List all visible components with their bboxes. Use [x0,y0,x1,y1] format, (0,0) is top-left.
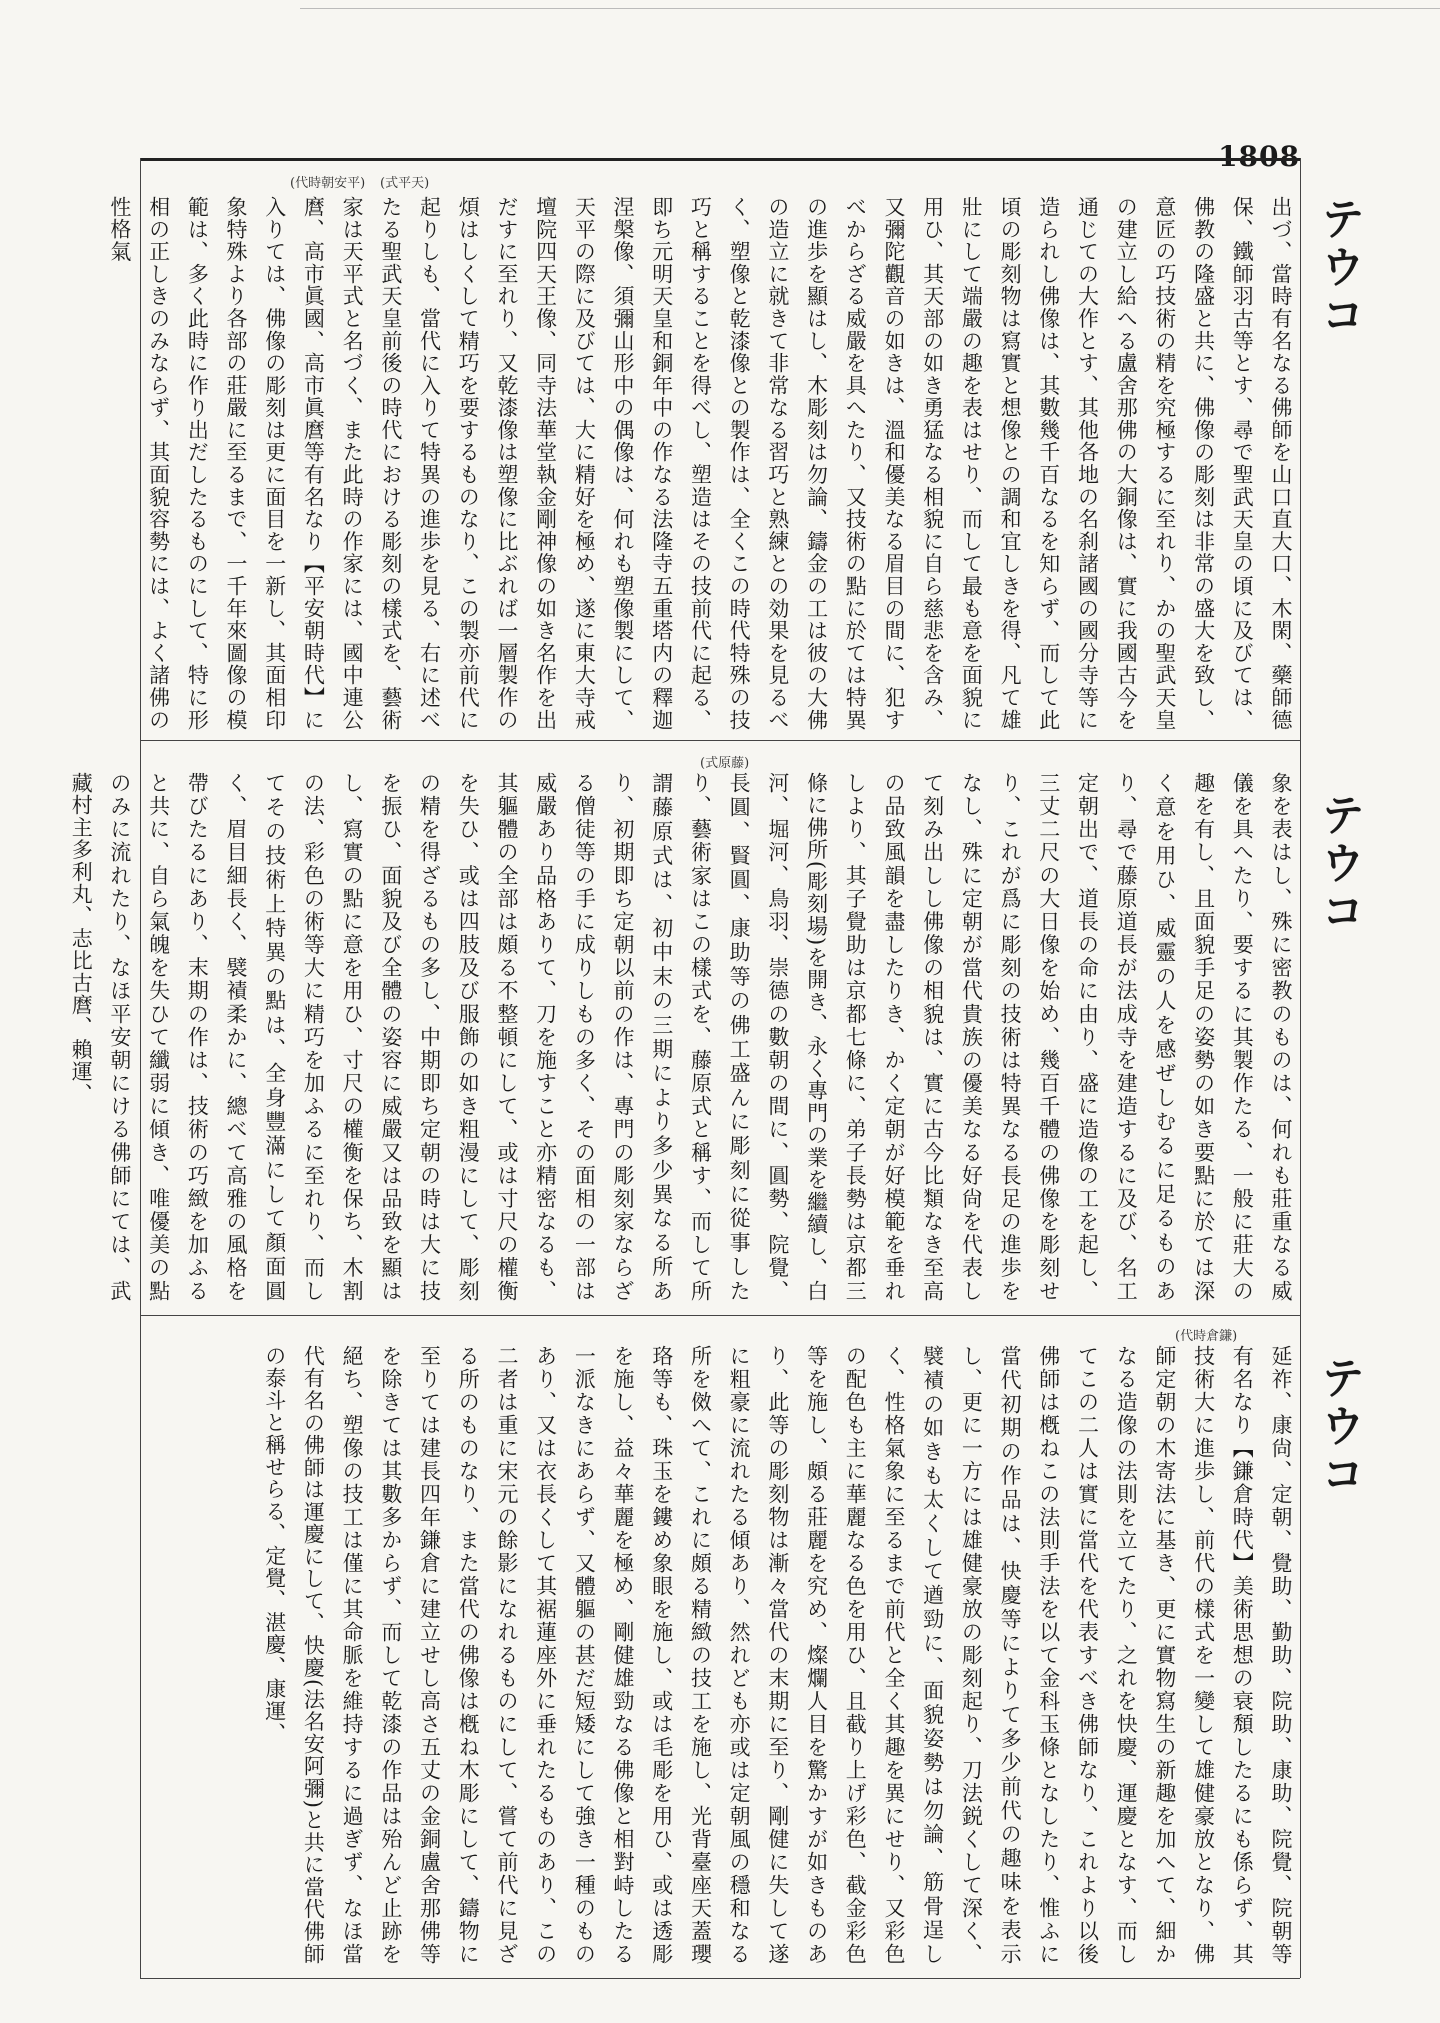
section-1 [107,196,1364,731]
section-3 [140,1345,1364,1965]
bottom-border [140,1978,1300,1979]
section-heading: テウコ [1313,196,1364,340]
section-heading: テウコ [1313,1355,1364,1499]
caption-heian: (代時朝安平) [290,176,366,191]
header-rule [140,158,1300,161]
right-border [1300,158,1301,1978]
section-divider-2 [140,1315,1300,1316]
section-2 [69,772,1364,1302]
caption-kamakura: (代時倉鎌) [1175,1329,1238,1344]
caption-fujiwara: (式原藤) [700,756,750,771]
section-divider-1 [140,740,1300,741]
body-text: 出づ、當時有名なる佛師を山口直大口、木閑、藥師德保、鐵師羽古等とす、尋で聖武天皇の頃に及びては、佛教の隆盛と共に、佛像の彫刻は非常の盛大を致し、意匠の巧技術の精を究極するに至れり、かの聖武天皇の建立し給へる盧舍那佛の大銅像は、實に我國古今を通じての大作とす、其他各地の名刹諸國の國分寺等に造られし佛像は、其數幾千百なるを知らず、而して此頃の彫刻物は寫實と想像との調和宜しきを得、凡て雄壯にして端嚴の趣を表はせり、而して最も意を面貌に用ひ、其天部の如き勇猛なる相貌に自ら慈悲を含み、又彌陀觀音の如きは、溫和優美なる眉目の間に、犯すべからざる威嚴を具へたり、又技術の點に於ては特異の進歩を顯はし、木彫刻は勿論、鑄金の工は彼の大佛の造立に就きて非常なる習巧と熟練との効果を見るべく、塑像と乾漆像との製作は、全くこの時代特殊の技巧と稱することを得べし、塑造はその技前代に起る、即ち元明天皇和銅年中の作なる法隆寺五重塔内の釋迦涅槃像、須彌山形中の偶像は、何れも塑像製にして、天平の際に及びては、大に精好を極め、遂に東大寺戒壇院四天王像、同寺法華堂執金剛神像の如き名作を出だすに至れり、又乾漆像は塑像に比ぶれば一層製作の煩はしくして精巧を要するものなり、この製亦前代に起りしも、當代に入りて特異の進歩を見る、右に述べたる聖武天皇前後の時代における彫刻の樣式を、藝術家は天平式と名づく、また此時の作家には、國中連公麿、高市眞國、高市眞麿等有名なり【平安朝時代】に入りては、佛像の彫刻は更に面目を一新し、其面相印象特殊より各部の莊嚴に至るまで、一千年來圖像の模範は、多く此時に作り出だしたるものにして、特に形相の正しきのみならず、其面貌容勢には、よく諸佛の性格氣 [107,196,1293,731]
body-text: 象を表はし、殊に密教のものは、何れも莊重なる威儀を具へたり、要するに其製作たる、一般に莊大の趣を有し、且面貌手足の姿勢の如き要點に於ては深く意を用ひ、威靈の人を感ぜしむるに足るものあり、尋で藤原道長が法成寺を建造するに及び、名工定朝出で、道長の命に由り、盛に造像の工を起し、三丈二尺の大日像を始め、幾百千體の佛像を彫刻せり、これが爲に彫刻の技術は特異なる長足の進歩をなし、殊に定朝が當代貴族の優美なる好尙を代表して刻み出しし佛像の相貌は、實に古今比類なき至高の品致風韻を盡したりき、かく定朝が好模範を垂れしより、其子覺助は京都七條に、弟子長勢は京都三條に佛所(彫刻場)を開き、永く專門の業を繼續し、白河、堀河、鳥羽、崇德の數朝の間に、圓勢、院覺、長圓、賢圓、康助等の佛工盛んに彫刻に從事したり、藝術家はこの樣式を、藤原式と稱す、而して所謂藤原式は、初中末の三期により多少異なる所あり、初期即ち定朝以前の作は、專門の彫刻家ならざる僧徒等の手に成りしもの多く、その面相の一部は威嚴あり品格ありて、刀を施すこと亦精密なるも、其軀體の全部は頗る不整頓にして、或は寸尺の權衡を失ひ、或は四肢及び服飾の如き粗漫にして、彫刻の精を得ざるもの多し、中期即ち定朝の時は大に技を振ひ、面貌及び全體の姿容に威嚴又は品致を顯はし、寫實の點に意を用ひ、寸尺の權衡を保ち、木割の法、彩色の術等大に精巧を加ふるに至れり、而してその技術上特異の點は、全身豐滿にして顏面圓く、眉目細長く、襞襀柔かに、總べて高雅の風格を帶びたるにあり、末期の作は、技術の巧緻を加ふると共に、自ら氣魄を失ひて纖弱に傾き、唯優美の點のみに流れたり、なほ平安朝にける佛師にては、武藏村主多利丸、志比古麿、賴運、 [69,772,1293,1302]
caption-tenpyo: (式平天) [380,176,430,191]
body-text: 延祚、康尙、定朝、覺助、勤助、院助、康助、院覺、院朝等有名なり【鎌倉時代】美術思想の衰頽したるにも係らず、其技術大に進歩し、前代の樣式を一變して雄健豪放となり、佛師定朝の木寄法に基き、更に實物寫生の新趣を加へて、細かなる造像の法則を立てたり、之れを快慶、運慶となす、而してこの二人は實に當代を代表すべき佛師なり、これより以後佛師は槪ねこの法則手法を以て金科玉條となしたり、惟ふに當代初期の作品は、快慶等によりて多少前代の趣味を表示し、更に一方には雄健豪放の彫刻起り、刀法鋭くして深く、襞襀の如きも太くして遒勁に、面貌姿勢は勿論、筋骨逞しく、性格氣象に至るまで前代と全く其趣を異にせり、又彩色の配色も主に華麗なる色を用ひ、且截り上げ彩色、截金彩色等を施し、頗る莊麗を究め、燦爛人目を驚かすが如きものあり、此等の彫刻物は漸々當代の末期に至り、剛健に失して遂に粗豪に流れたる傾あり、然れども亦或は定朝風の穩和なる所を傚へて、これに頗る精緻の技工を施し、光背臺座天蓋瓔珞等も、珠玉を鏤め象眼を施し、或は毛彫を用ひ、或は透彫を施し、益々華麗を極め、剛健雄勁なる佛像と相對峙したる一派なきにあらず、又體軀の甚だ短矮にして強き一種のものあり、又は衣長くして其裾蓮座外に垂れたるものあり、この二者は重に宋元の餘影になれるものにして、嘗て前代に見ざる所のものなり、また當代の佛像は槪ね木彫にして、鑄物に至りては建長四年鎌倉に建立せし高さ五丈の金銅盧舍那佛等を除きては其數多からず、而して乾漆の作品は殆んど止跡を絕ち、塑像の技工は僅に其命脈を維持するに過ぎず、なほ當代有名の佛師は運慶にして、快慶(法名安阿彌)と共に當代佛師の泰斗と稱せらる、定覺、湛慶、康運、 [262,1345,1293,1965]
page-number: 1808 [1218,140,1300,173]
section-heading: テウコ [1313,792,1364,936]
top-border-line [300,8,1440,9]
